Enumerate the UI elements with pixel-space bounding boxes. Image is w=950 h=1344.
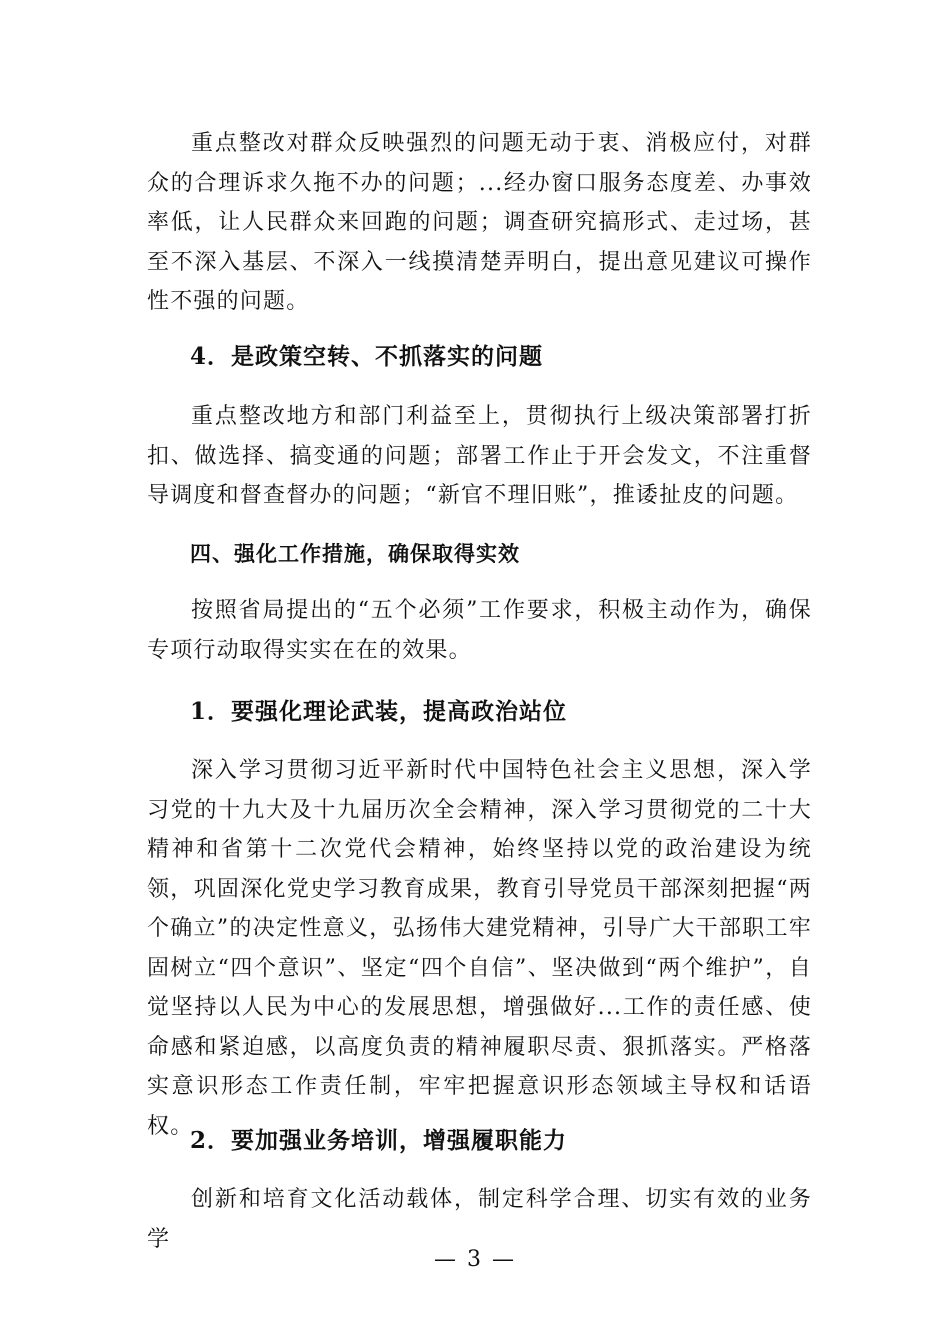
page-number: — 3 — [434,1247,516,1272]
paragraph-theory-study: 深入学习贯彻习近平新时代中国特色社会主义思想，深入学习党的十九大及十九届历次全会精神，深入学习贯彻党的二十大精神和省第十二次党代会精神，始终坚持以党的政治建设为统领，巩固深化党史学习教育成果，教育引导党员干部深刻把握“两个确立”的决定性意义，弘扬伟大建党精神，引导广大干部职工牢固树立“四个意识”、坚定“四个自信”、坚决做到“两个维护”，自觉坚持以人民为中心的发展思想，增强做好...工作的责任感、使命感和紧迫感，以高度负责的精神履职尽责、狠抓落实。严格落实意识形态工作责任制，牢牢把握意识形态领域主导权和话语权。 [147,758,812,1139]
heading-policy-idling: 4．是政策空转、不抓落实的问题 [190,343,544,370]
paragraph-rectification-mass-issues: 重点整改对群众反映强烈的问题无动于衷、消极应付，对群众的合理诉求久拖不办的问题；...经办窗口服务态度差、办事效率低，让人民群众来回跑的问题；调查研究搞形式、走过场，甚至不深入基层、不深入一线摸清楚弄明白，提出意见建议可操作性不强的问题。 [147,131,812,314]
heading-theory-armament: 1．要强化理论武装，提高政治站位 [190,698,568,725]
heading-business-training: 2．要加强业务培训，增强履职能力 [190,1127,568,1154]
paragraph-cultural-activities: 创新和培育文化活动载体，制定科学合理、切实有效的业务学 [147,1187,812,1252]
paragraph-rectification-local-interests: 重点整改地方和部门利益至上，贯彻执行上级决策部署打折扣、做选择、搞变通的问题；部署工作止于开会发文，不注重督导调度和督查督办的问题；“新官不理旧账”，推诿扯皮的问题。 [147,404,812,508]
section-heading-strengthen-measures: 四、强化工作措施，确保取得实效 [190,541,520,566]
paragraph-five-musts: 按照省局提出的“五个必须”工作要求，积极主动作为，确保专项行动取得实实在在的效果。 [147,598,812,663]
